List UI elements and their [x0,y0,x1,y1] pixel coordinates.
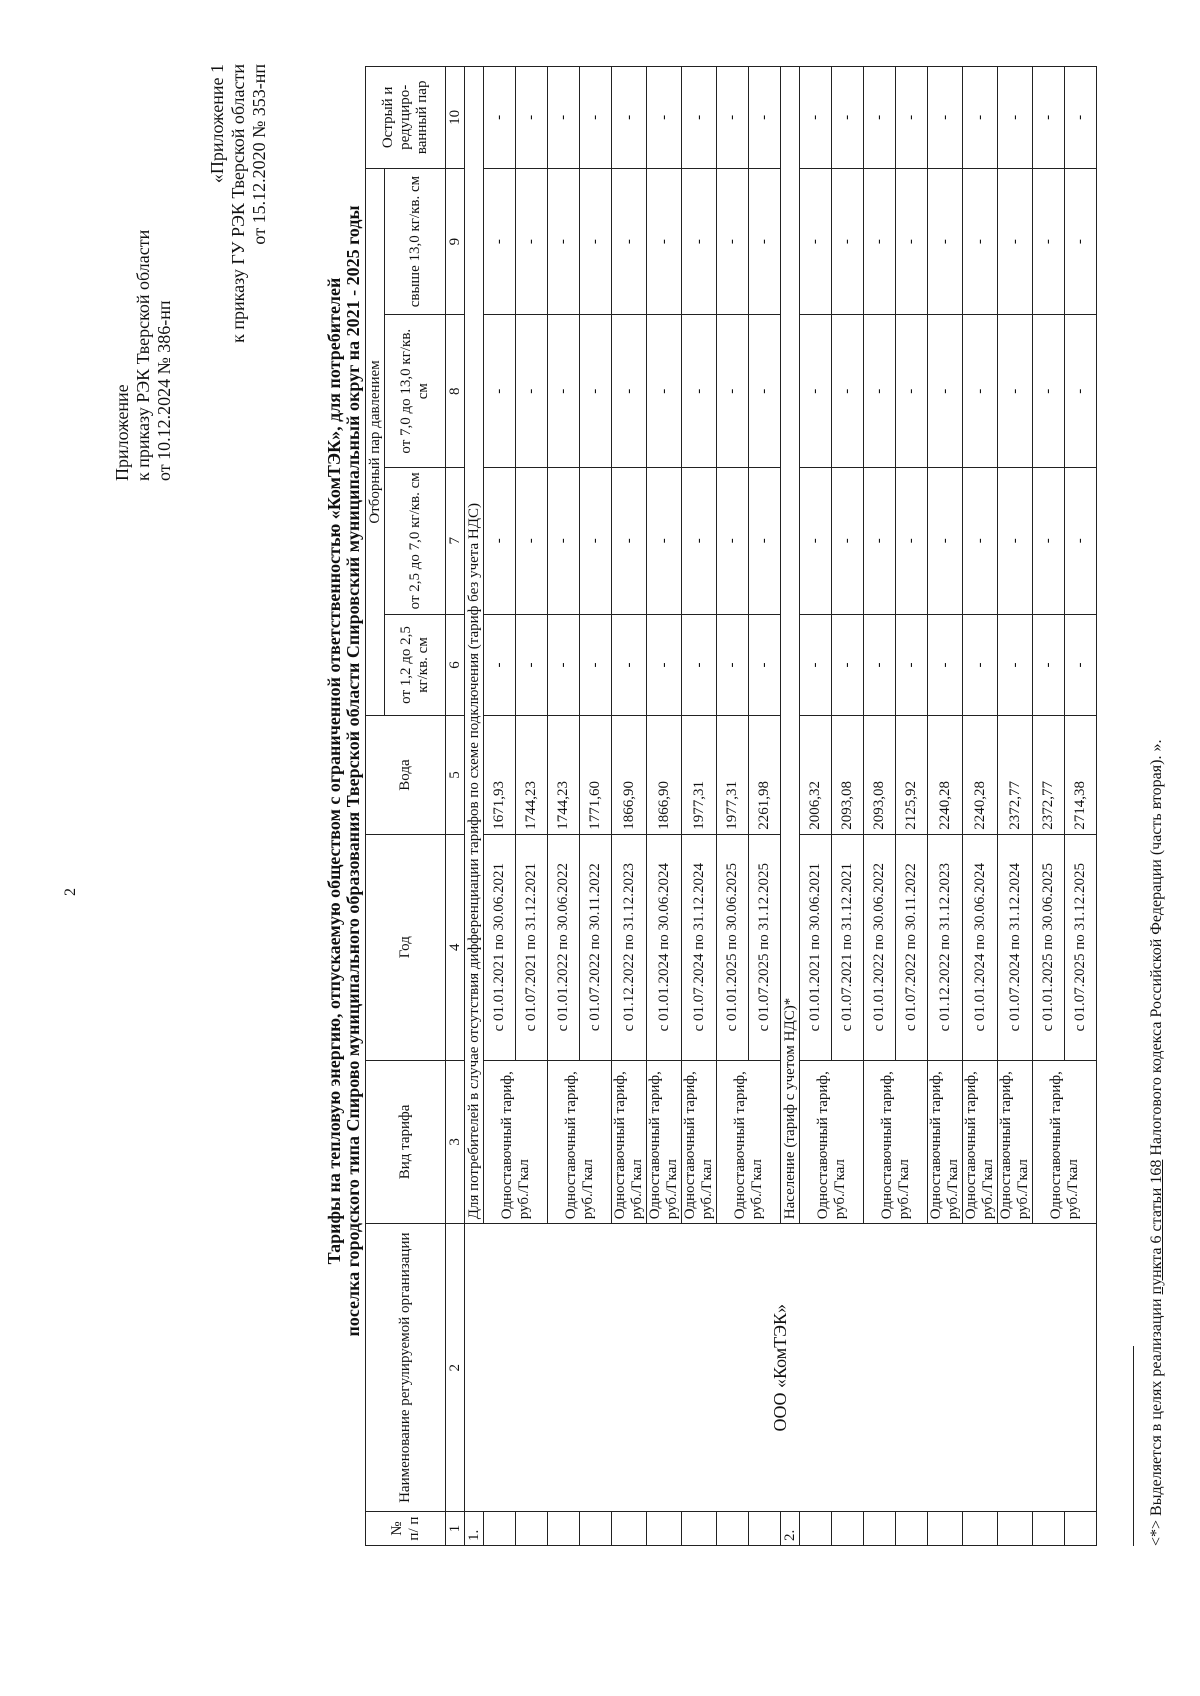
tariff-type-cell: Одноставочный тариф, руб./Гкал [928,1060,963,1224]
section-1-title: Для потребителей в случае отсутствия дифференциации тарифов по схеме подключения (тариф без учета НДС) [465,67,484,1224]
dash-cell: - [896,315,928,467]
dash-cell: - [682,168,717,315]
dash-cell: - [1033,67,1065,169]
dash-cell: - [800,467,832,614]
dash-cell: - [928,467,963,614]
row-number-cell [1065,1512,1097,1546]
appendix2-title: «Приложение 1 [207,64,227,184]
water-cell: 2093,08 [832,716,864,835]
year-cell: с 01.07.2022 по 30.11.2022 [896,834,928,1060]
tariff-type-cell: Одноставочный тариф, руб./Гкал [998,1060,1033,1224]
year-cell: с 01.12.2022 по 31.12.2023 [612,834,647,1060]
document-title [325,71,363,1471]
dash-cell: - [580,467,612,614]
tariff-type-cell: Одноставочный тариф, руб./Гкал [647,1060,682,1224]
dash-cell: - [832,168,864,315]
page-number: 2 [62,888,79,896]
tariff-type-cell: Одноставочный тариф, руб./Гкал [484,1060,548,1224]
col-number: 10 [446,67,465,169]
water-cell: 1744,23 [516,716,548,835]
dash-cell: - [800,614,832,716]
dash-cell: - [647,467,682,614]
row-number-cell [484,1512,516,1546]
col-number: 3 [446,1060,465,1224]
dash-cell: - [717,315,749,467]
tariff-type-cell: Одноставочный тариф, руб./Гкал [682,1060,717,1224]
water-cell: 1744,23 [548,716,580,835]
organization-name: ООО «КомТЭК» [465,1224,1097,1512]
dash-cell: - [682,614,717,716]
col-number: 6 [446,614,465,716]
dash-cell: - [1065,315,1097,467]
tariff-type-cell: Одноставочный тариф, руб./Гкал [612,1060,647,1224]
row-number-cell [548,1512,580,1546]
dash-cell: - [928,168,963,315]
row-number-cell [998,1512,1033,1546]
col-water-header: Вода [366,716,446,835]
year-cell: с 01.01.2024 по 30.06.2024 [963,834,998,1060]
water-cell: 2261,98 [749,716,781,835]
dash-cell: - [612,67,647,169]
year-cell: с 01.07.2024 по 31.12.2024 [682,834,717,1060]
dash-cell: - [717,168,749,315]
col-number: 2 [446,1224,465,1512]
dash-cell: - [548,168,580,315]
col-p4-header: свыше 13,0 кг/кв. см [385,168,446,315]
dash-cell: - [484,168,516,315]
dash-cell: - [612,168,647,315]
year-cell: с 01.01.2022 по 30.06.2022 [864,834,896,1060]
water-cell: 2006,32 [800,716,832,835]
row-number-cell [928,1512,963,1546]
dash-cell: - [548,67,580,169]
dash-cell: - [682,315,717,467]
tariff-type-cell: Одноставочный тариф, руб./Гкал [548,1060,612,1224]
row-number-cell [832,1512,864,1546]
dash-cell: - [717,467,749,614]
water-cell: 2240,28 [928,716,963,835]
column-number-row [446,67,465,1546]
dash-cell: - [612,614,647,716]
tariff-type-cell: Одноставочный тариф, руб./Гкал [864,1060,928,1224]
appendix2-date: от 15.12.2020 № 353-нп [249,64,269,245]
col-p1-header: от 1,2 до 2,5 кг/кв. см [385,614,446,716]
row-number-cell [749,1512,781,1546]
dash-cell: - [1033,467,1065,614]
dash-cell: - [864,315,896,467]
dash-cell: - [548,614,580,716]
dash-cell: - [864,67,896,169]
year-cell: с 01.07.2025 по 31.12.2025 [1065,834,1097,1060]
col-sharp-header: Острый и редуциро-ванный пар [366,67,446,169]
dash-cell: - [963,315,998,467]
year-cell: с 01.01.2024 по 30.06.2024 [647,834,682,1060]
dash-cell: - [749,67,781,169]
dash-cell: - [612,467,647,614]
dash-cell: - [998,168,1033,315]
water-cell: 2093,08 [864,716,896,835]
col-number: 4 [446,834,465,1060]
dash-cell: - [548,467,580,614]
dash-cell: - [928,315,963,467]
year-cell: с 01.07.2021 по 31.12.2021 [832,834,864,1060]
dash-cell: - [484,67,516,169]
tariff-table [365,66,1097,1546]
dash-cell: - [963,168,998,315]
appendix-date: от 10.12.2024 № 386-нп [154,300,174,481]
tariff-type-cell: Одноставочный тариф, руб./Гкал [717,1060,781,1224]
dash-cell: - [963,614,998,716]
col-steam-header: Отборный пар давлением [366,168,385,716]
dash-cell: - [864,614,896,716]
row-number-cell [682,1512,717,1546]
row-number-cell [800,1512,832,1546]
dash-cell: - [1033,614,1065,716]
dash-cell: - [580,614,612,716]
col-org-header: Наименование регулируемой организации [366,1224,446,1512]
water-cell: 1866,90 [612,716,647,835]
row-number-cell [963,1512,998,1546]
water-cell: 2240,28 [963,716,998,835]
appendix2-order: к приказу ГУ РЭК Тверской области [228,64,248,343]
dash-cell: - [548,315,580,467]
dash-cell: - [998,315,1033,467]
dash-cell: - [963,67,998,169]
row-number-cell [580,1512,612,1546]
year-cell: с 01.01.2021 по 30.06.2021 [800,834,832,1060]
dash-cell: - [963,467,998,614]
dash-cell: - [998,67,1033,169]
header-row-1 [366,67,385,1546]
footnote-divider [1133,1346,1134,1546]
dash-cell: - [864,168,896,315]
col-number: 1 [446,1512,465,1546]
dash-cell: - [1033,315,1065,467]
tariff-type-cell: Одноставочный тариф, руб./Гкал [963,1060,998,1224]
row-number-cell [647,1512,682,1546]
dash-cell: - [1065,467,1097,614]
dash-cell: - [516,67,548,169]
year-cell: с 01.01.2025 по 30.06.2025 [1033,834,1065,1060]
water-cell: 2372,77 [1033,716,1065,835]
col-year-header: Год [366,834,446,1060]
dash-cell: - [832,467,864,614]
col-num-header: № п/ п [366,1512,446,1546]
dash-cell: - [717,614,749,716]
year-cell: с 01.01.2021 по 30.06.2021 [484,834,516,1060]
dash-cell: - [896,467,928,614]
water-cell: 2125,92 [896,716,928,835]
col-p2-header: от 2,5 до 7,0 кг/кв. см [385,467,446,614]
year-cell: с 01.07.2025 по 31.12.2025 [749,834,781,1060]
dash-cell: - [998,614,1033,716]
dash-cell: - [832,67,864,169]
dash-cell: - [896,168,928,315]
dash-cell: - [800,315,832,467]
dash-cell: - [580,168,612,315]
dash-cell: - [647,168,682,315]
dash-cell: - [928,67,963,169]
dash-cell: - [682,467,717,614]
dash-cell: - [832,315,864,467]
appendix-order: к приказу РЭК Тверской области [133,229,153,481]
dash-cell: - [717,67,749,169]
row-number-cell [896,1512,928,1546]
dash-cell: - [832,614,864,716]
year-cell: с 01.07.2021 по 31.12.2021 [516,834,548,1060]
row-number-cell [612,1512,647,1546]
dash-cell: - [800,168,832,315]
dash-cell: - [864,467,896,614]
water-cell: 1977,31 [682,716,717,835]
dash-cell: - [749,614,781,716]
dash-cell: - [647,315,682,467]
title-line-1: Тарифы на тепловую энергию, отпускаемую обществом с ограниченной ответственностью «КомТЭК», для потребителей [324,277,344,1265]
section-2-number: 2. [781,1512,800,1546]
section-1-number: 1. [465,1512,484,1546]
dash-cell: - [682,67,717,169]
row-number-cell [1033,1512,1065,1546]
year-cell: с 01.07.2024 по 31.12.2024 [998,834,1033,1060]
dash-cell: - [647,614,682,716]
dash-cell: - [749,315,781,467]
appendix-title: Приложение [112,384,132,481]
dash-cell: - [484,467,516,614]
col-number: 8 [446,315,465,467]
water-cell: 2372,77 [998,716,1033,835]
year-cell: с 01.07.2022 по 30.11.2022 [580,834,612,1060]
dash-cell: - [484,614,516,716]
water-cell: 1671,93 [484,716,516,835]
dash-cell: - [1065,614,1097,716]
title-line-2: поселка городского типа Спирово муниципального образования Тверской области Спировский муниципальный округ на 2021 - 2025 годы [343,205,363,1337]
col-p3-header: от 7,0 до 13,0 кг/кв. см [385,315,446,467]
col-number: 9 [446,168,465,315]
year-cell: с 01.01.2025 по 30.06.2025 [717,834,749,1060]
tariff-type-cell: Одноставочный тариф, руб./Гкал [1033,1060,1097,1224]
dash-cell: - [580,315,612,467]
water-cell: 1866,90 [647,716,682,835]
water-cell: 1977,31 [717,716,749,835]
col-number: 5 [446,716,465,835]
dash-cell: - [647,67,682,169]
dash-cell: - [1033,168,1065,315]
dash-cell: - [484,315,516,467]
dash-cell: - [516,614,548,716]
dash-cell: - [896,614,928,716]
section-2-title: Население (тариф с учетом НДС)* [781,67,800,1224]
water-cell: 2714,38 [1065,716,1097,835]
col-type-header: Вид тарифа [366,1060,446,1224]
year-cell: с 01.12.2022 по 31.12.2023 [928,834,963,1060]
row-number-cell [864,1512,896,1546]
dash-cell: - [749,467,781,614]
row-number-cell [516,1512,548,1546]
dash-cell: - [998,467,1033,614]
footnote-link[interactable]: пункта 6 статьи 168 [1148,1159,1165,1295]
dash-cell: - [800,67,832,169]
dash-cell: - [516,467,548,614]
footnote-text-end: Налогового кодекса Российской Федерации (часть вторая). ». [1148,739,1165,1160]
dash-cell: - [1065,67,1097,169]
section-1-row [465,67,484,1546]
col-number: 7 [446,467,465,614]
footnote-text: <*> Выделяется в целях реализации [1148,1294,1165,1546]
tariff-type-cell: Одноставочный тариф, руб./Гкал [800,1060,864,1224]
appendix-header-2 [207,64,270,524]
dash-cell: - [896,67,928,169]
dash-cell: - [749,168,781,315]
dash-cell: - [580,67,612,169]
appendix-header [112,41,175,481]
row-number-cell [717,1512,749,1546]
dash-cell: - [1065,168,1097,315]
dash-cell: - [612,315,647,467]
dash-cell: - [516,315,548,467]
water-cell: 1771,60 [580,716,612,835]
dash-cell: - [516,168,548,315]
year-cell: с 01.01.2022 по 30.06.2022 [548,834,580,1060]
dash-cell: - [928,614,963,716]
footnote [1148,740,1166,1546]
